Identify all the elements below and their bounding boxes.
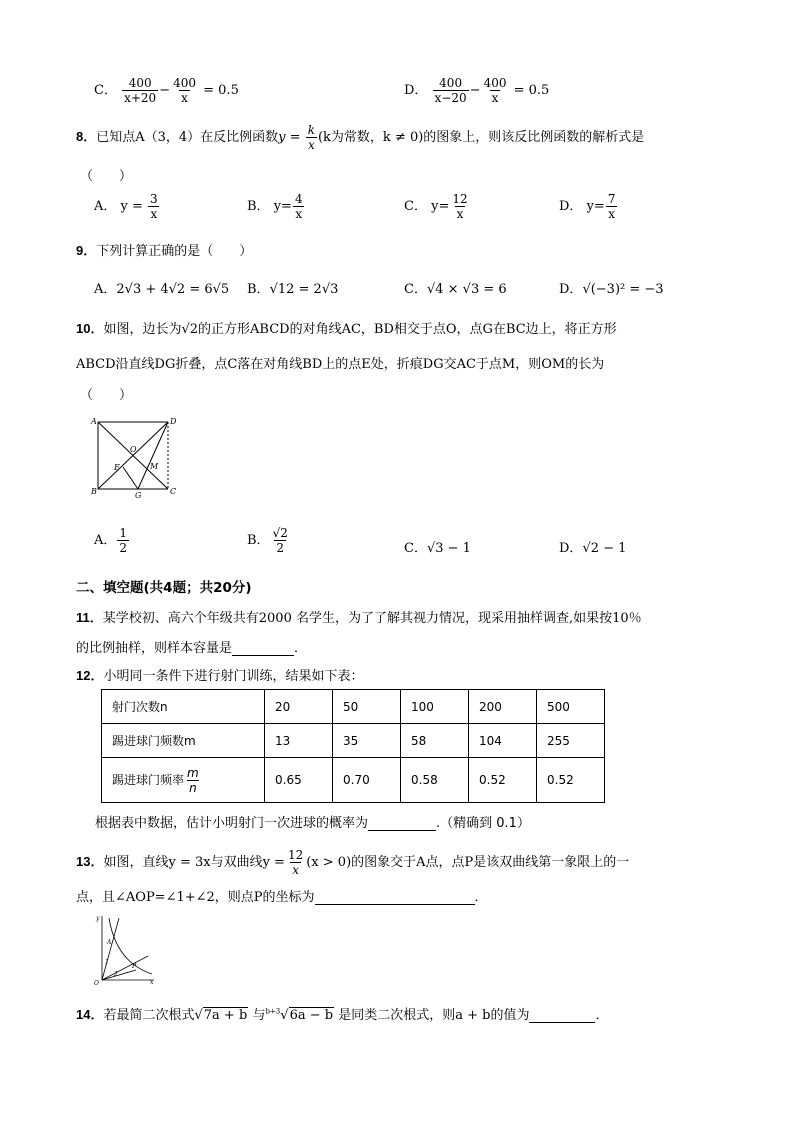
- answer-blank[interactable]: [529, 1008, 595, 1023]
- q8-option-c: C． y= $\frac{12}{x}$: [404, 192, 468, 221]
- table-cell: 200: [469, 690, 537, 724]
- option-label: D．: [404, 83, 428, 98]
- q10-option-a: A． $\frac{1}{2}$: [94, 526, 128, 555]
- label-angle-1: 1: [105, 959, 109, 966]
- q11-text-2: 的比例抽样，则样本容量是: [76, 641, 233, 656]
- numerator: 400: [173, 76, 196, 90]
- label-a: A: [107, 939, 112, 946]
- q8-paren: （ ）: [80, 169, 133, 184]
- table-cell: 58: [401, 724, 469, 758]
- label-o: O: [130, 445, 137, 454]
- answer-blank[interactable]: [315, 890, 475, 905]
- q11-text: 某学校初、高六个年级共有2000 名学生，为了了解其视力情况，现采用抽样调查,如果按10％: [102, 611, 642, 626]
- q11-line1: [76, 607, 642, 626]
- label-g: G: [135, 491, 142, 500]
- q14-text-b: 与: [252, 1008, 266, 1023]
- q9-option-a: A．2√3 + 4√2 = 6√5: [94, 282, 230, 297]
- table-cell: 0.70: [333, 758, 401, 803]
- q8-option-a: A． y = $\frac{3}{x}$: [94, 192, 158, 221]
- table-cell: 50: [333, 690, 401, 724]
- fraction: [482, 76, 509, 105]
- q13-graph-figure: [88, 912, 158, 986]
- question-number: 10．: [76, 321, 104, 336]
- table-cell: 0.65: [265, 758, 333, 803]
- table-cell: 500: [537, 690, 605, 724]
- q14-text-c: 是同类二次根式，则a + b的值为: [338, 1008, 530, 1023]
- row-header: 踢进球门频数m: [102, 724, 265, 758]
- q8-option-d: D． y= $\frac{7}{x}$: [559, 192, 616, 221]
- q9-option-c: C．√4 × √3 = 6: [404, 282, 507, 297]
- fraction: [433, 76, 469, 105]
- table-row: [102, 724, 605, 758]
- q7-option-c: C． $\frac{400}{x+20}$ − $\frac{400}{x}$ = 0.5: [94, 76, 239, 105]
- q14-stem: 14．若最简二次根式√7a + b 与$^{b+3}$√6a − b 是同类二次根式，则a + b的值为 ．: [76, 1007, 609, 1023]
- answer-blank[interactable]: [232, 641, 294, 656]
- q9-option-d: D．√(−3)² = −3: [559, 282, 664, 297]
- q10-line1: [76, 318, 617, 337]
- question-number: 11．: [76, 610, 103, 625]
- q12-table: [101, 689, 605, 803]
- q12-after: 根据表中数据，估计小明射门一次进球的概率为 .（精确到 0.1）: [95, 816, 530, 831]
- table-row: [102, 690, 605, 724]
- q13-line1: 13．如图，直线y = 3x与双曲线y = $\frac{12}{x}$ (x > 0)的图象交于A点，点P是该双曲线第一象限上的一: [76, 848, 630, 877]
- q8-stem: 8．已知点A（3，4）在反比例函数y = $\frac{k}{x}$ (k为常数，k ≠ 0)的图象上，则该反比例函数的解析式是: [76, 123, 645, 152]
- q9-stem: [76, 240, 252, 259]
- table-cell: 0.58: [401, 758, 469, 803]
- segment-eg: [123, 467, 138, 489]
- label-a: A: [91, 417, 97, 426]
- label-e: E: [114, 463, 120, 472]
- table-cell: 0.52: [537, 758, 605, 803]
- numerator: 400: [439, 76, 463, 90]
- root-index: b+3: [265, 1007, 281, 1016]
- denominator: x−20: [434, 91, 467, 105]
- radicand-1: 7a + b: [203, 1008, 248, 1023]
- table-cell: 35: [333, 724, 401, 758]
- label-y: y: [96, 915, 100, 922]
- q7-option-d: D． $\frac{400}{x-20}$ − $\frac{400}{x}$ = 0.5: [404, 76, 550, 105]
- question-number: 8．: [76, 129, 97, 144]
- q10-option-c: C．√3 − 1: [404, 541, 471, 556]
- q12-stem: [76, 665, 363, 684]
- q10-line2: ABCD沿直线DG折叠，点C落在对角线BD上的点E处，折痕DG交AC于点M，则OM的长为: [76, 357, 605, 372]
- q10-option-b: B． $\frac{√2}{2}$: [247, 526, 288, 555]
- fraction: [122, 76, 158, 105]
- question-number: 9．: [76, 243, 97, 258]
- label-m: M: [150, 462, 159, 471]
- answer-blank[interactable]: [368, 816, 436, 831]
- fraction: $\frac{k}{x}$: [307, 123, 315, 152]
- q13-line2: 点，且∠AOP=∠1+∠2，则点P的坐标为 ．: [76, 890, 488, 905]
- q8-text-a: 已知点A（3，4）在反比例函数: [96, 130, 279, 145]
- q10-text-1: 如图，边长为√2的正方形ABCD的对角线AC，BD相交于点O，点G在BC边上，将正方形: [103, 322, 617, 337]
- q10-paren: （ ）: [80, 388, 133, 403]
- label-c: C: [170, 487, 177, 496]
- numerator: 400: [128, 76, 152, 90]
- label-b: B: [91, 487, 97, 496]
- denominator: x+20: [124, 91, 157, 105]
- q14-text-a: 若最简二次根式: [103, 1008, 195, 1023]
- q8-option-b: B． y= $\frac{4}{x}$: [247, 192, 303, 221]
- table-cell: 255: [537, 724, 605, 758]
- label-angle-2: 2: [114, 971, 118, 978]
- q11-line2: 的比例抽样，则样本容量是 ．: [76, 641, 308, 656]
- table-cell: 104: [469, 724, 537, 758]
- label-x: x: [150, 979, 154, 986]
- question-number: 13．: [76, 854, 104, 869]
- q10-square-figure: [88, 412, 188, 502]
- question-number: 12．: [76, 668, 104, 683]
- table-cell: 0.52: [469, 758, 537, 803]
- q9-text: 下列计算正确的是（ ）: [96, 244, 253, 259]
- fraction: [171, 76, 198, 105]
- table-cell: 13: [265, 724, 333, 758]
- question-number: 14．: [76, 1007, 104, 1022]
- label-p: P: [132, 963, 137, 970]
- q10-option-d: D．√2 − 1: [559, 541, 627, 556]
- q8-text-b: (k为常数，k ≠ 0)的图象上，则该反比例函数的解析式是: [317, 130, 645, 145]
- table-cell: 100: [401, 690, 469, 724]
- table-cell: 20: [265, 690, 333, 724]
- radicand-2: 6a − b: [289, 1008, 334, 1023]
- row-header: 射门次数n: [102, 690, 265, 724]
- denominator: x: [491, 91, 499, 105]
- label-d: D: [170, 417, 177, 426]
- numerator: 400: [483, 76, 507, 90]
- rhs: = 0.5: [513, 83, 550, 98]
- denominator: x: [181, 91, 188, 105]
- q13-text-a: 如图，直线y = 3x与双曲线y =: [103, 855, 285, 870]
- ray-op: [102, 956, 148, 980]
- option-label: C．: [94, 83, 117, 98]
- rhs: = 0.5: [203, 83, 239, 98]
- fold-dg: [138, 422, 168, 489]
- table-row: [102, 758, 605, 803]
- hyperbola: [109, 918, 152, 974]
- section-title: 二、填空题(共4题；共20分): [76, 580, 252, 596]
- q13-text-b: (x > 0)的图象交于A点，点P是该双曲线第一象限上的一: [306, 855, 630, 870]
- q12-text: 小明同一条件下进行射门训练，结果如下表：: [103, 669, 364, 684]
- label-o: O: [94, 980, 99, 986]
- q9-option-b: B．√12 = 2√3: [247, 282, 339, 297]
- row-header: 踢进球门频率 $\frac{m}{n}$: [102, 758, 265, 803]
